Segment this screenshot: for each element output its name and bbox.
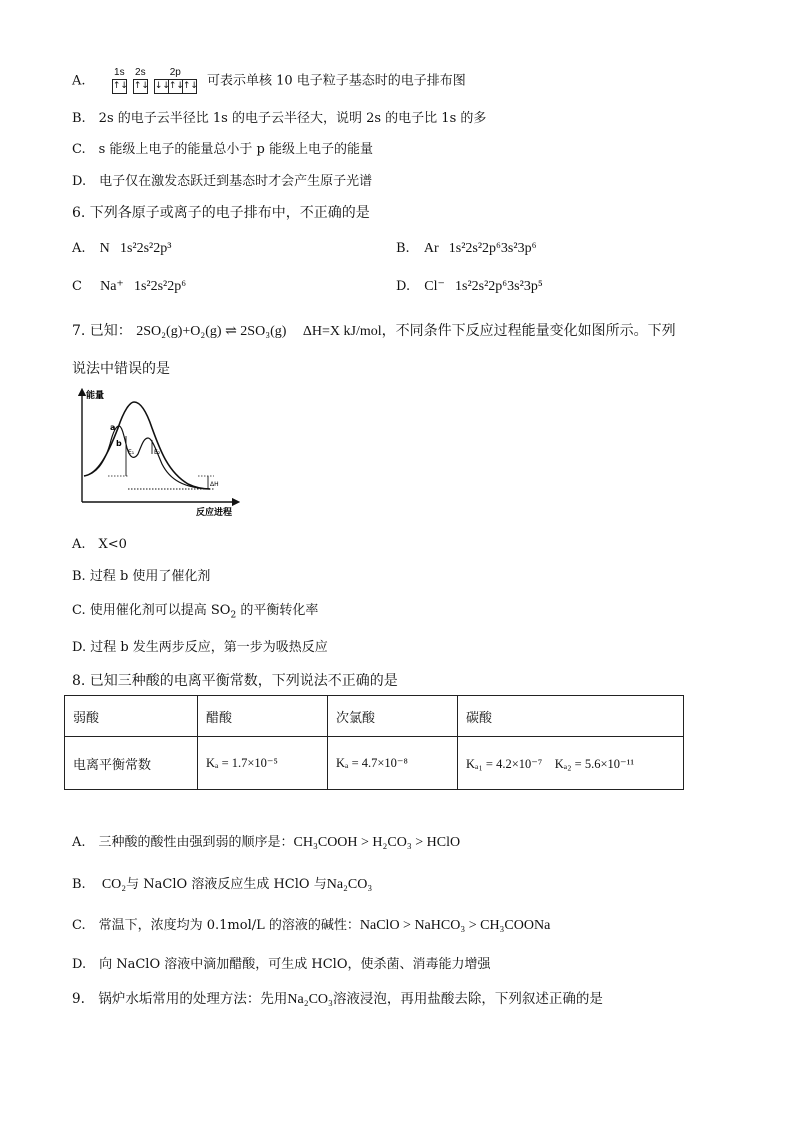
q8-option-b-label: B. (72, 877, 86, 892)
q6-option-b-label: B. (396, 241, 410, 256)
q8-stem: 8. 已知三种酸的电离平衡常数，下列说法不正确的是 (72, 673, 398, 689)
q6-option-a (72, 240, 171, 258)
table-header-cell: 醋酸 (198, 696, 328, 737)
orbital-box: ↑↓ (112, 79, 127, 94)
q8-option-c-text: C. 常温下，浓度均为 0.1mol/L 的溶液的碱性： (72, 918, 360, 933)
q6-option-b-species: Ar (423, 241, 439, 256)
q5-option-a-label: A. (72, 73, 86, 89)
q9-stem-text-end: 溶液浸泡，再用盐酸去除，下列叙述正确的是 (332, 991, 603, 1007)
q7-equation: 2SO₂(g)+O₂(g) ⇌ 2SO₃(g) (136, 324, 287, 339)
orbital-group-2s (133, 68, 148, 94)
orbital-label: 2s (135, 67, 146, 78)
curve-a (84, 402, 210, 489)
table-row (65, 737, 684, 790)
table-header-cell: 弱酸 (65, 696, 198, 737)
table-header-cell: 次氯酸 (328, 696, 458, 737)
table-header-cell: 碳酸 (458, 696, 684, 737)
q6-option-c-config: 1s²2s²2p⁶ (133, 279, 187, 294)
ka-acetic-cell: Kₐ = 1.7×10⁻⁵ (198, 737, 328, 790)
q6-option-c-species: Na⁺ (100, 279, 124, 294)
orbital-group-1s (112, 68, 127, 94)
x-axis-label: 反应进程 (196, 508, 233, 518)
q5-option-c: C. s 能级上电子的能量总小于 p 能级上电子的能量 (72, 142, 374, 157)
q7-option-c-text: C. 使用催化剂可以提高 SO (72, 603, 231, 618)
q8-option-a-text: A. 三种酸的酸性由强到弱的顺序是： (72, 835, 294, 850)
label-a: a (110, 423, 116, 432)
q7-option-a: A. X<0 (72, 537, 127, 552)
q8-option-b-text: 与 NaClO 溶液反应生成 HClO 与 (126, 877, 327, 892)
q7-stem-prefix: 7. 已知： (72, 323, 132, 339)
orbital-diagram (112, 67, 203, 91)
table-row-label: 电离平衡常数 (65, 737, 198, 790)
q5-option-a-text: 可表示单核 10 电子粒子基态时的电子排布图 (206, 73, 466, 89)
q8-option-c-math: NaClO > NaHCO₃ > CH₃COONa (359, 918, 551, 933)
q6-option-d-label: D. (396, 279, 411, 294)
orbital-box: ↓↓ (154, 79, 169, 94)
orbital-box: ↑↓ (182, 79, 197, 94)
q7-delta-h: ΔH=X kJ/mol (302, 324, 382, 339)
orbital-label: 1s (114, 67, 125, 78)
label-e1: E₁ (128, 449, 135, 456)
q7-stem-line2: 说法中错误的是 (72, 361, 170, 377)
q8-option-b-co2: CO₂ (101, 877, 127, 892)
q8-option-a (72, 834, 460, 852)
q8-option-a-math: CH₃COOH > H₂CO₃ > HClO (293, 835, 461, 850)
q6-option-d-species: Cl⁻ (424, 279, 445, 294)
q8-option-b (72, 876, 372, 894)
q8-option-c (72, 917, 550, 935)
q7-stem (72, 322, 676, 341)
energy-diagram-svg (68, 384, 244, 520)
q8-option-b-na2co3: Na₂CO₃ (326, 877, 373, 892)
q5-option-b: B. 2s 的电子云半径比 1s 的电子云半径大，说明 2s 的电子比 1s 的多 (72, 111, 487, 126)
orbital-box: ↑↓ (133, 79, 148, 94)
q6-stem: 6. 下列各原子或离子的电子排布中，不正确的是 (72, 205, 370, 221)
label-b: b (116, 439, 122, 448)
ionization-constant-table (64, 695, 684, 790)
q7-option-c (72, 602, 318, 620)
ka-carbonic-cell: Kₐ₁ = 4.2×10⁻⁷ Kₐ₂ = 5.6×10⁻¹¹ (458, 737, 684, 790)
orbital-group-2p (154, 68, 197, 94)
q6-option-a-config: 1s²2s²2p³ (119, 241, 172, 256)
q5-option-d: D. 电子仅在激发态跃迁到基态时才会产生原子光谱 (72, 174, 373, 189)
q9-stem (72, 990, 603, 1009)
q7-stem-suffix: ，不同条件下反应过程能量变化如图所示。下列 (381, 323, 676, 339)
q6-option-c (72, 278, 186, 296)
q5-option-a (72, 68, 466, 94)
label-dh: ΔH (210, 481, 219, 488)
q6-option-a-species: N (99, 241, 110, 256)
q9-stem-text: 9. 锅炉水垢常用的处理方法：先用 (72, 991, 288, 1007)
q6-option-d-config: 1s²2s²2p⁶3s²3p⁵ (455, 279, 543, 294)
q9-stem-formula: Na₂CO₃ (287, 992, 333, 1007)
q7-option-c-subscript: 2 (230, 610, 237, 621)
q7-option-c-text-end: 的平衡转化率 (236, 603, 319, 618)
q6-option-d (396, 278, 543, 296)
q8-option-d: D. 向 NaClO 溶液中滴加醋酸，可生成 HClO，使杀菌、消毒能力增强 (72, 957, 491, 972)
table-header-row (65, 696, 684, 737)
label-e2: E₂ (154, 449, 161, 456)
curve-b (84, 426, 210, 489)
q6-option-c-label: C (72, 279, 82, 294)
ka-hclo-cell: Kₐ = 4.7×10⁻⁸ (328, 737, 458, 790)
orbital-box: ↑↓ (168, 79, 183, 94)
y-axis-label: 能量 (86, 391, 105, 401)
q6-option-b (396, 240, 536, 258)
q7-option-d: D. 过程 b 发生两步反应，第一步为吸热反应 (72, 640, 328, 655)
q6-option-b-config: 1s²2s²2p⁶3s²3p⁶ (448, 241, 537, 256)
q7-option-b: B. 过程 b 使用了催化剂 (72, 569, 211, 584)
q6-option-a-label: A. (72, 241, 86, 256)
orbital-label: 2p (169, 67, 181, 78)
energy-diagram (68, 384, 244, 520)
